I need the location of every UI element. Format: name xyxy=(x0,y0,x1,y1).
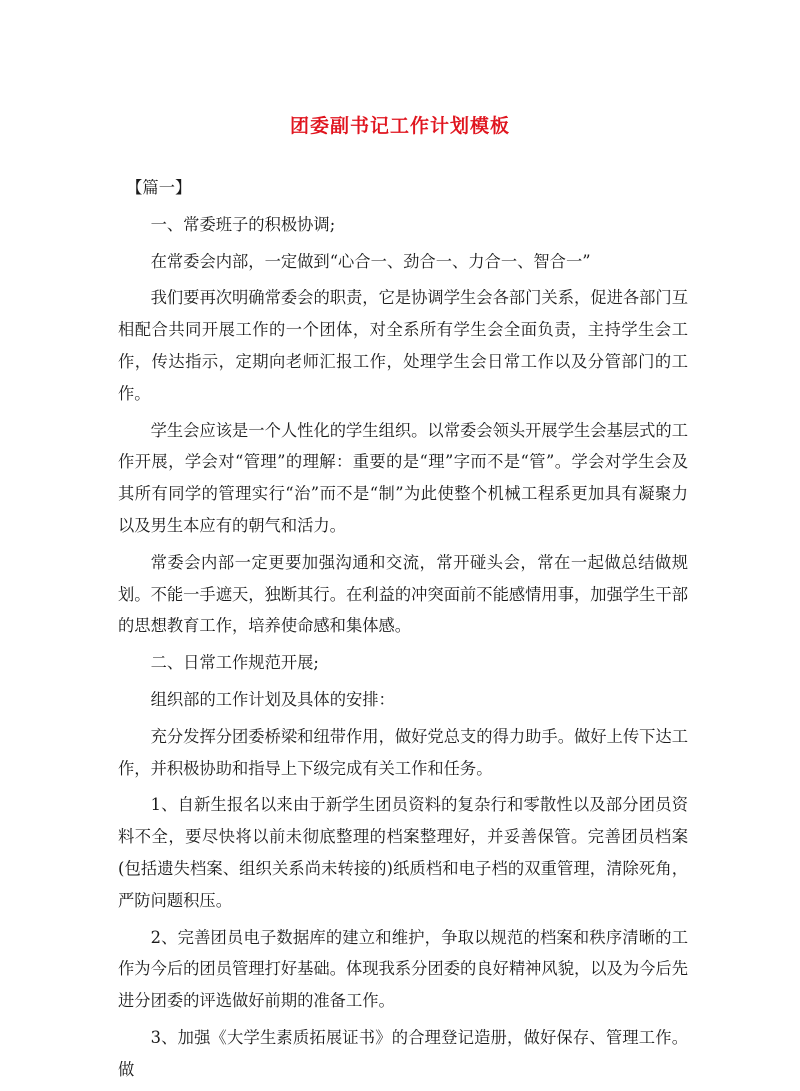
paragraph: 我们要再次明确常委会的职责，它是协调学生会各部门关系，促进各部门互相配合共同开展工作的一个团体，对全系所有学生会全面负责，主持学生会工作，传达指示，定期向老师汇报工作，处理学生会日常工作以及分管部门的工作。 xyxy=(118,288,688,403)
paragraph: 常委会内部一定更要加强沟通和交流，常开碰头会，常在一起做总结做规划。不能一手遮天，独断其行。在利益的冲突面前不能感情用事，加强学生干部的思想教育工作，培养使命感和集体感。 xyxy=(118,552,688,636)
document-body xyxy=(118,172,688,1091)
paragraph: 组织部的工作计划及具体的安排： xyxy=(150,689,395,709)
paragraph: 2、完善团员电子数据库的建立和维护，争取以规范的档案和秩序清晰的工作为今后的团员管理打好基础。体现我系分团委的良好精神风貌，以及为今后先进分团委的评选做好前期的准备工作。 xyxy=(118,927,688,1011)
document-title: 团委副书记工作计划模板 xyxy=(289,115,510,137)
paragraph: 1、自新生报名以来由于新学生团员资料的复杂行和零散性以及部分团员资料不全，要尽快将以前未彻底整理的档案整理好，并妥善保管。完善团员档案(包括遗失档案、组织关系尚未转接的)纸质档和电子档的双重管理，清除死角，严防问题积压。 xyxy=(118,795,688,910)
paragraph: 在常委会内部，一定做到“心合一、劲合一、力合一、智合一” xyxy=(150,251,591,271)
paragraph: 3、加强《大学生素质拓展证书》的合理登记造册，做好保存、管理工作。做 xyxy=(118,1027,688,1079)
paragraph: 二、日常工作规范开展; xyxy=(150,653,319,673)
paragraph: 学生会应该是一个人性化的学生组织。以常委会领头开展学生会基层式的工作开展，学会对“管理”的理解：重要的是“理”字而不是“管”。学会对学生会及其所有同学的管理实行“治”而不是“制”为此使整个机械工程系更加具有凝聚力以及男生本应有的朝气和活力。 xyxy=(118,420,688,535)
paragraph: 一、常委班子的积极协调; xyxy=(150,214,336,234)
paragraph: 充分发挥分团委桥梁和纽带作用，做好党总支的得力助手。做好上传下达工作，并积极协助和指导上下级完成有关工作和任务。 xyxy=(118,726,688,778)
section-heading: 【篇一】 xyxy=(126,178,192,197)
